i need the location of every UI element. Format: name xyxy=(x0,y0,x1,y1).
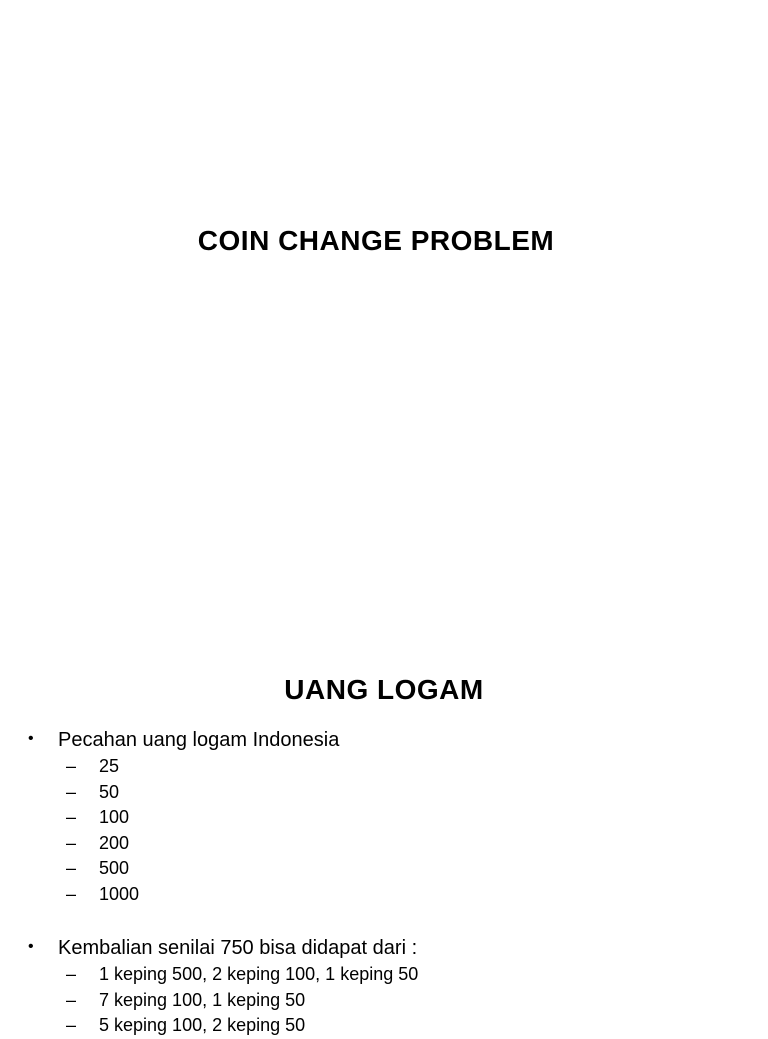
slide-uang-logam xyxy=(0,640,768,1035)
sub-list xyxy=(58,754,748,907)
sub-item-text: 500 xyxy=(99,858,130,878)
bullet-item xyxy=(28,728,748,907)
slide-title-heading: COIN CHANGE PROBLEM xyxy=(197,225,555,256)
dash-icon: – xyxy=(66,964,77,984)
sub-item xyxy=(66,805,748,831)
sub-item xyxy=(66,754,748,780)
sub-item-text: 5 keping 100, 2 keping 50 xyxy=(99,1015,306,1035)
sub-item xyxy=(66,1013,748,1039)
sub-item xyxy=(66,882,748,908)
sub-item-text: 25 xyxy=(99,756,120,776)
bullet-list-change xyxy=(28,936,748,1039)
bullet-text: Pecahan uang logam Indonesia xyxy=(58,729,340,751)
dash-icon: – xyxy=(66,807,77,827)
sub-item-text: 100 xyxy=(99,807,130,827)
dash-icon: – xyxy=(66,1015,77,1035)
bullet-icon: • xyxy=(28,938,34,955)
bullet-icon: • xyxy=(28,730,34,747)
dash-icon: – xyxy=(66,756,77,776)
sub-item xyxy=(66,856,748,882)
dash-icon: – xyxy=(66,832,77,853)
sub-item-text: 50 xyxy=(99,781,120,802)
dash-icon: – xyxy=(66,858,77,878)
sub-item-text: 200 xyxy=(99,832,130,853)
sub-item-text: 7 keping 100, 1 keping 50 xyxy=(99,989,306,1010)
bullet-item xyxy=(28,936,748,1039)
dash-icon: – xyxy=(66,883,77,904)
bullet-list-denominations xyxy=(28,728,748,907)
sub-item xyxy=(66,831,748,857)
dash-icon: – xyxy=(66,989,77,1010)
bullet-text: Kembalian senilai 750 bisa didapat dari : xyxy=(58,937,418,959)
sub-item-text: 1 keping 500, 2 keping 100, 1 keping 50 xyxy=(99,964,419,984)
sub-item-text: 1000 xyxy=(99,883,140,904)
slide-heading: UANG LOGAM xyxy=(284,674,484,705)
sub-item xyxy=(66,962,748,988)
sub-item xyxy=(66,988,748,1014)
dash-icon: – xyxy=(66,781,77,802)
sub-list xyxy=(58,962,748,1039)
sub-item xyxy=(66,780,748,806)
